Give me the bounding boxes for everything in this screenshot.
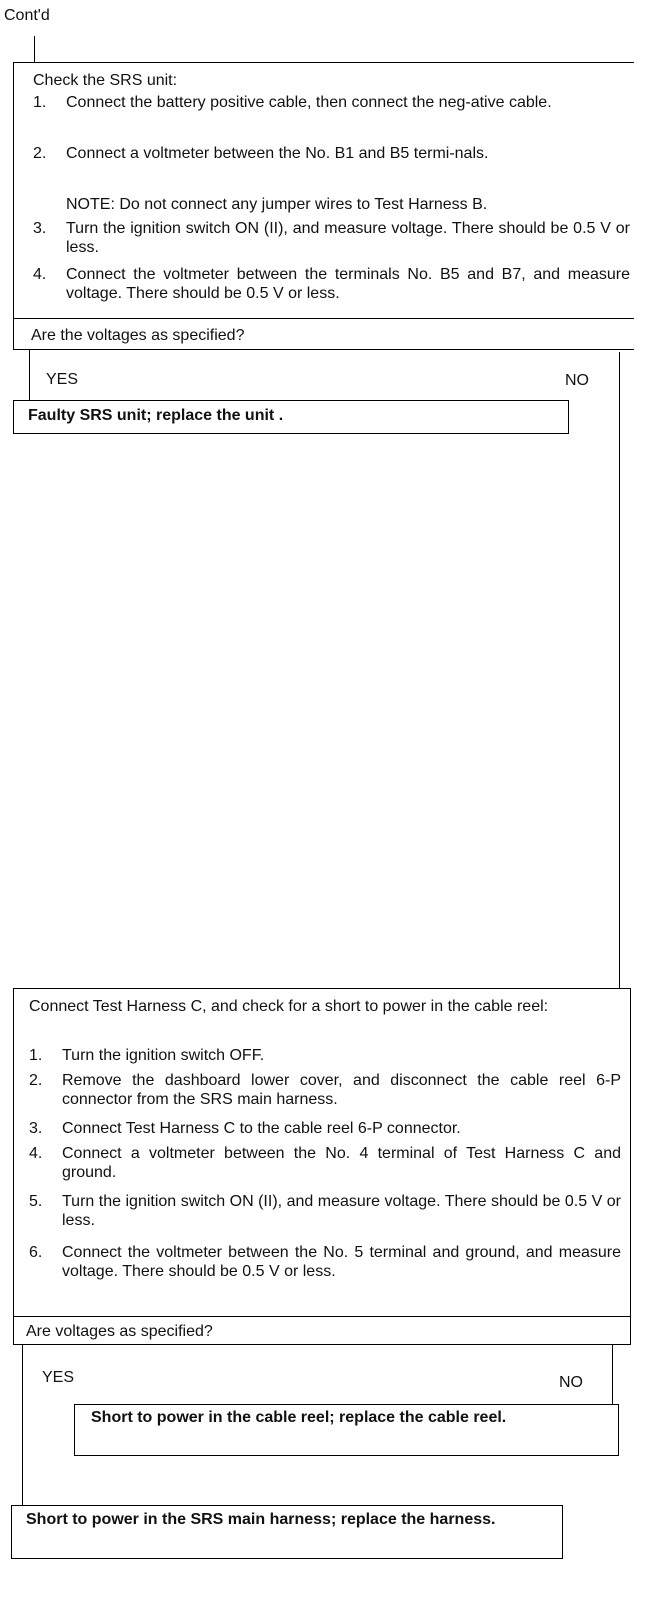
box1-question-divider [13, 318, 634, 319]
box1-step-3: 3. Turn the ignition switch ON (II), and measure voltage. There should be 0.5 V or less. [33, 220, 630, 256]
box2-question-divider [13, 1316, 631, 1317]
result3-box [11, 1505, 563, 1559]
box1-step-2: 2. Connect a voltmeter between the No. B1 and B5 termi-nals. [33, 145, 489, 162]
box2-question: Are voltages as specified? [26, 1323, 213, 1340]
box1-step-4: 4. Connect the voltmeter between the terminals No. B5 and B7, and measure voltage. There should be 0.5 V or less. [33, 266, 630, 302]
result1-box [13, 400, 569, 434]
box1-step-1: 1. Connect the battery positive cable, then connect the neg-ative cable. [33, 94, 552, 111]
yes-line-1 [29, 349, 30, 401]
yes-label-1: YES [46, 371, 79, 388]
connector-line [34, 36, 35, 62]
box2-step-5: 5. Turn the ignition switch ON (II), and measure voltage. There should be 0.5 V or less. [29, 1193, 621, 1229]
box2-step-3: 3. Connect Test Harness C to the cable reel 6-P connector. [29, 1120, 461, 1137]
box2-title: Connect Test Harness C, and check for a short to power in the cable reel: [29, 998, 549, 1015]
result2-box [74, 1404, 619, 1456]
yes-label-2: YES [42, 1369, 75, 1386]
contd-label: Cont'd [4, 7, 50, 24]
result3-text: Short to power in the SRS main harness; replace the harness. [26, 1511, 496, 1528]
result1-text: Faulty SRS unit; replace the unit . [28, 407, 284, 424]
box2-step-2: 2. Remove the dashboard lower cover, and disconnect the cable reel 6-P connector from the SRS main harness. [29, 1072, 621, 1108]
no-label-2: NO [559, 1374, 583, 1391]
no-line-2 [612, 1345, 613, 1406]
no-line-1 [619, 352, 620, 990]
result2-text: Short to power in the cable reel; replace the cable reel. [91, 1409, 507, 1426]
box1-left-border [13, 62, 14, 350]
no-label-1: NO [565, 372, 589, 389]
box1-note: NOTE: Do not connect any jumper wires to Test Harness B. [66, 196, 488, 213]
box2-step-1: 1. Turn the ignition switch OFF. [29, 1047, 265, 1064]
box2-step-4: 4. Connect a voltmeter between the No. 4 terminal of Test Harness C and ground. [29, 1145, 621, 1181]
box1-top-border [13, 62, 634, 63]
yes-line-2 [22, 1345, 23, 1505]
box2-step-6: 6. Connect the voltmeter between the No. 5 terminal and ground, and measure voltage. There should be 0.5 V or less. [29, 1244, 621, 1280]
box1-title: Check the SRS unit: [33, 72, 178, 89]
box1-bottom-border [13, 349, 634, 350]
box1-question: Are the voltages as specified? [31, 327, 245, 344]
